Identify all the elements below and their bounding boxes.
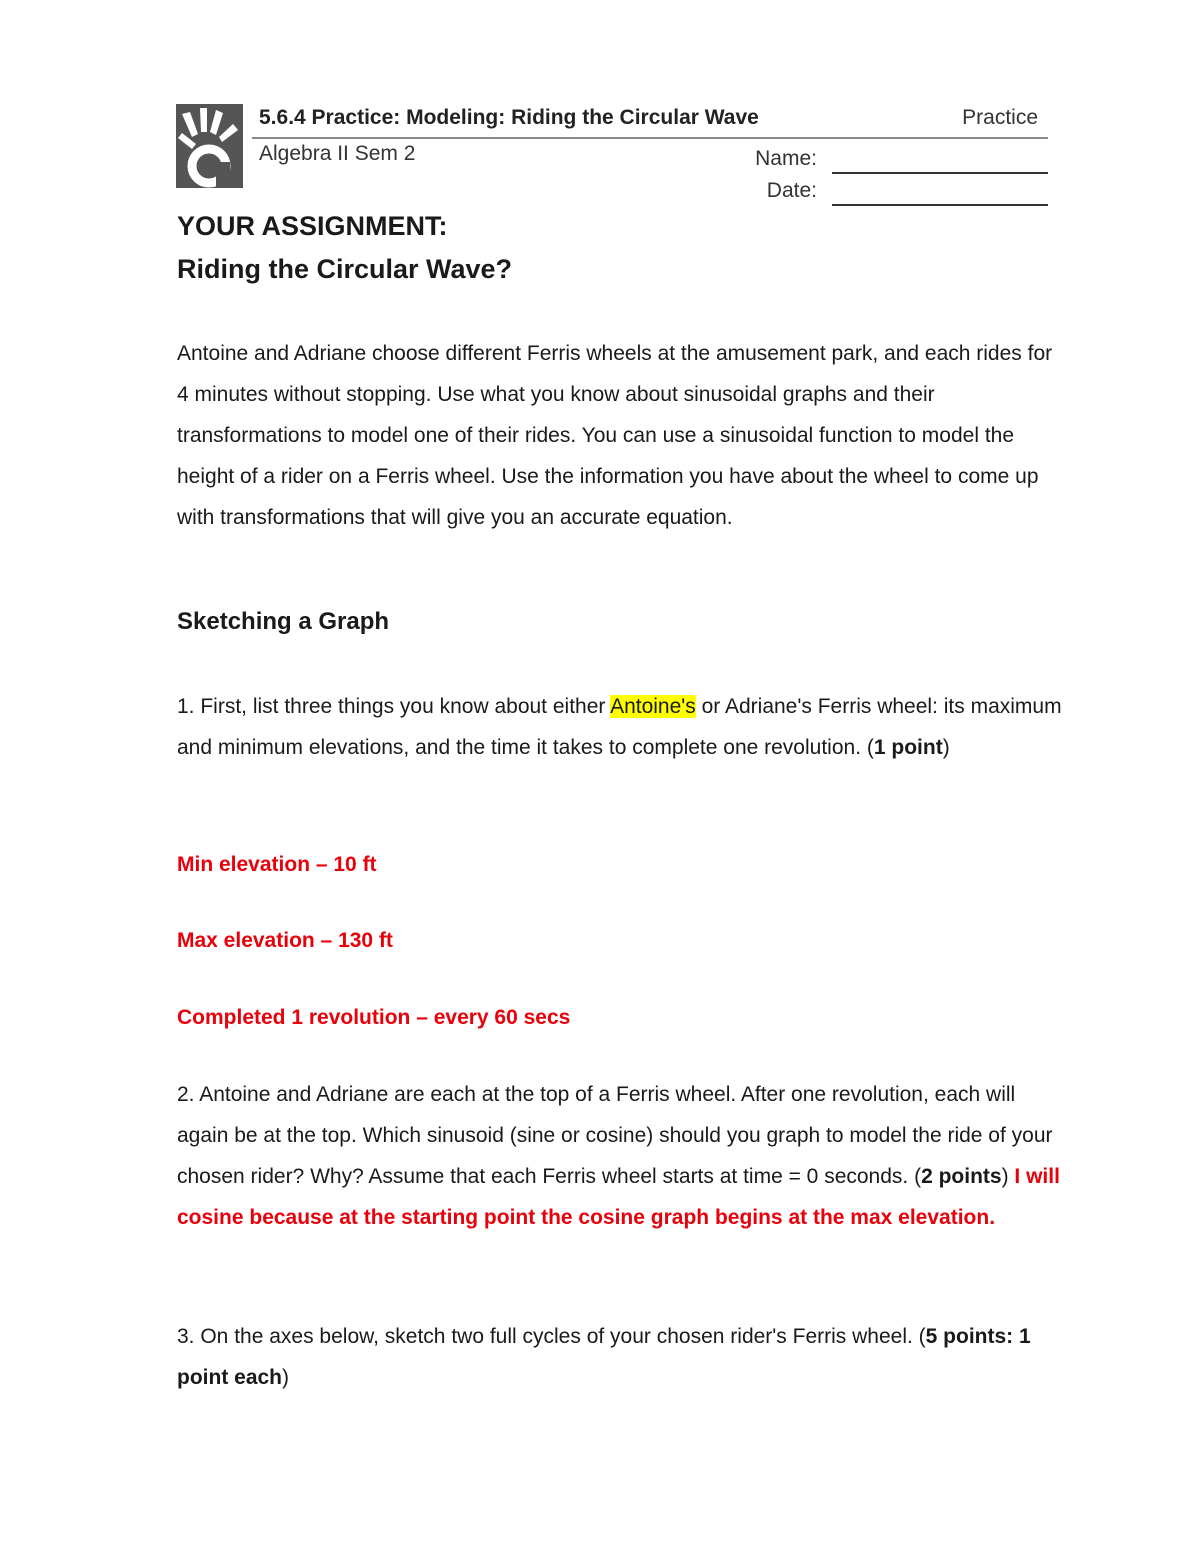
q3-points: 5 points: 1 point each: [177, 1325, 1031, 1389]
q1-answer-max: Max elevation – 130 ft: [177, 929, 393, 952]
q1-close: ): [942, 736, 950, 759]
q3-close: ): [282, 1366, 290, 1389]
question-1: [177, 686, 1067, 768]
question-3: [177, 1316, 1067, 1398]
q2-close: ): [1001, 1165, 1015, 1188]
q1-text-end: or Adriane's Ferris wheel: its maximum and minimum elevations, and the time it takes to complete one revolution. (: [177, 695, 1062, 759]
sunburst-logo-icon: [176, 104, 243, 188]
name-line[interactable]: [832, 172, 1048, 174]
q1-text-start: 1. First, list three things you know about either: [177, 695, 611, 718]
q2-answer: I will cosine because at the starting point the cosine graph begins at the max elevation.: [177, 1165, 1060, 1229]
document-type: Practice: [962, 106, 1038, 129]
date-label: Date:: [766, 179, 817, 202]
name-field[interactable]: [740, 144, 1048, 174]
name-label: Name:: [755, 147, 817, 170]
assignment-label: YOUR ASSIGNMENT:: [177, 211, 448, 241]
q1-points: 1 point: [873, 736, 943, 759]
q2-text: 2. Antoine and Adriane are each at the top of a Ferris wheel. After one revolution, each will again be at the top. Which sinusoid (sine or cosine) should you graph to model the ride of your chosen rider? Why? Assume that each Ferris wheel starts at time = 0 seconds. (: [177, 1083, 1053, 1188]
question-2: [177, 1074, 1067, 1238]
course-name: Algebra II Sem 2: [259, 142, 416, 165]
header-rule: [252, 137, 1048, 139]
q1-answer-min: Min elevation – 10 ft: [177, 853, 377, 876]
date-field[interactable]: [740, 176, 1048, 206]
assignment-title: Riding the Circular Wave?: [177, 254, 513, 284]
date-line[interactable]: [832, 204, 1048, 206]
assignment-heading: [177, 205, 512, 291]
q2-points: 2 points: [921, 1165, 1002, 1188]
section-heading: Sketching a Graph: [177, 608, 390, 635]
document-title: 5.6.4 Practice: Modeling: Riding the Circular Wave: [259, 106, 759, 129]
q1-answer-revolution: Completed 1 revolution – every 60 secs: [177, 1006, 571, 1029]
intro-paragraph: Antoine and Adriane choose different Ferris wheels at the amusement park, and each rides for 4 minutes without stopping. Use what you know about sinusoidal graphs and their transformations to model one of their rides. You can use a sinusoidal function to model the height of a rider on a Ferris wheel. Use the information you have about the wheel to come up with transformations that will give you an accurate equation.: [177, 342, 1053, 529]
q1-highlight: Antoine's: [610, 695, 696, 718]
q3-text: 3. On the axes below, sketch two full cycles of your chosen rider's Ferris wheel. (: [177, 1325, 926, 1348]
